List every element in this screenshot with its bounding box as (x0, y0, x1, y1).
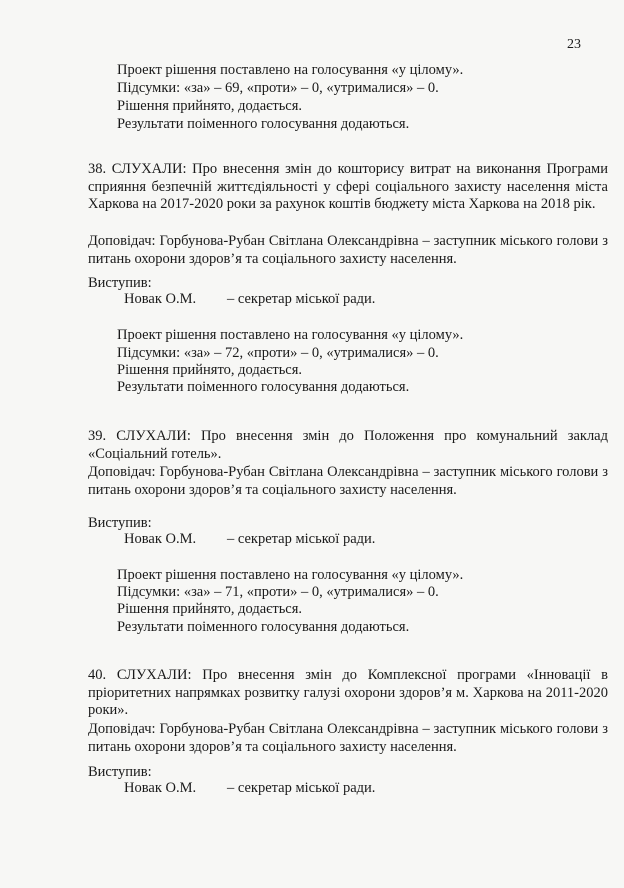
item-38-spoke-label: Виступив: (88, 275, 152, 291)
page-number: 23 (567, 37, 581, 52)
item-38-reporter: Доповідач: Горбунова-Рубан Світлана Олександрівна – заступник міського голови з питань охорони здоров’я та соціального захисту населення. (88, 233, 608, 267)
item-40-speaker-role: – секретар міської ради. (227, 780, 376, 796)
vote-proposal-text: Проект рішення поставлено на голосування «у цілому». (117, 62, 464, 78)
item-38-vote-proposal: Проект рішення поставлено на голосування «у цілому». (117, 327, 464, 343)
item-38-vote-decision: Рішення прийнято, додається. (117, 362, 303, 378)
item-39-vote-decision: Рішення прийнято, додається. (117, 601, 303, 617)
vote-results-text: Результати поіменного голосування додаються. (117, 116, 410, 132)
item-38-heading: 38. СЛУХАЛИ: Про внесення змін до кошторису витрат на виконання Програми сприяння безпечній життєдіяльності у сфері соціального захисту населення міста Харкова на 2017-2020 роки за рахунок коштів бюджету міста Харкова на 2018 рік. (88, 161, 608, 212)
item-39-speaker-name: Новак О.М. (124, 531, 197, 547)
item-39-vote-totals: Підсумки: «за» – 71, «проти» – 0, «утрималися» – 0. (117, 584, 439, 600)
item-39-heading: 39. СЛУХАЛИ: Про внесення змін до Положення про комунальний заклад «Соціальний готель». (88, 428, 608, 462)
item-38-speaker-name: Новак О.М. (124, 291, 197, 307)
item-40-heading: 40. СЛУХАЛИ: Про внесення змін до Комплексної програми «Інновації в пріоритетних напрямках розвитку галузі охорони здоров’я м. Харкова на 2011-2020 роки». (88, 667, 608, 718)
item-39-spoke-label: Виступив: (88, 515, 152, 531)
vote-totals-text: Підсумки: «за» – 69, «проти» – 0, «утрималися» – 0. (117, 80, 439, 96)
item-39-reporter: Доповідач: Горбунова-Рубан Світлана Олександрівна – заступник міського голови з питань охорони здоров’я та соціального захисту населення. (88, 464, 608, 498)
item-38-vote-results: Результати поіменного голосування додаються. (117, 379, 410, 395)
item-38-vote-totals: Підсумки: «за» – 72, «проти» – 0, «утрималися» – 0. (117, 345, 439, 361)
item-38-speaker-role: – секретар міської ради. (227, 291, 376, 307)
item-40-speaker-name: Новак О.М. (124, 780, 197, 796)
item-39-vote-results: Результати поіменного голосування додаються. (117, 619, 410, 635)
item-39-speaker-role: – секретар міської ради. (227, 531, 376, 547)
item-39-vote-proposal: Проект рішення поставлено на голосування «у цілому». (117, 567, 464, 583)
item-40-spoke-label: Виступив: (88, 764, 152, 780)
item-40-reporter: Доповідач: Горбунова-Рубан Світлана Олександрівна – заступник міського голови з питань охорони здоров’я та соціального захисту населення. (88, 721, 608, 755)
vote-decision-text: Рішення прийнято, додається. (117, 98, 303, 114)
